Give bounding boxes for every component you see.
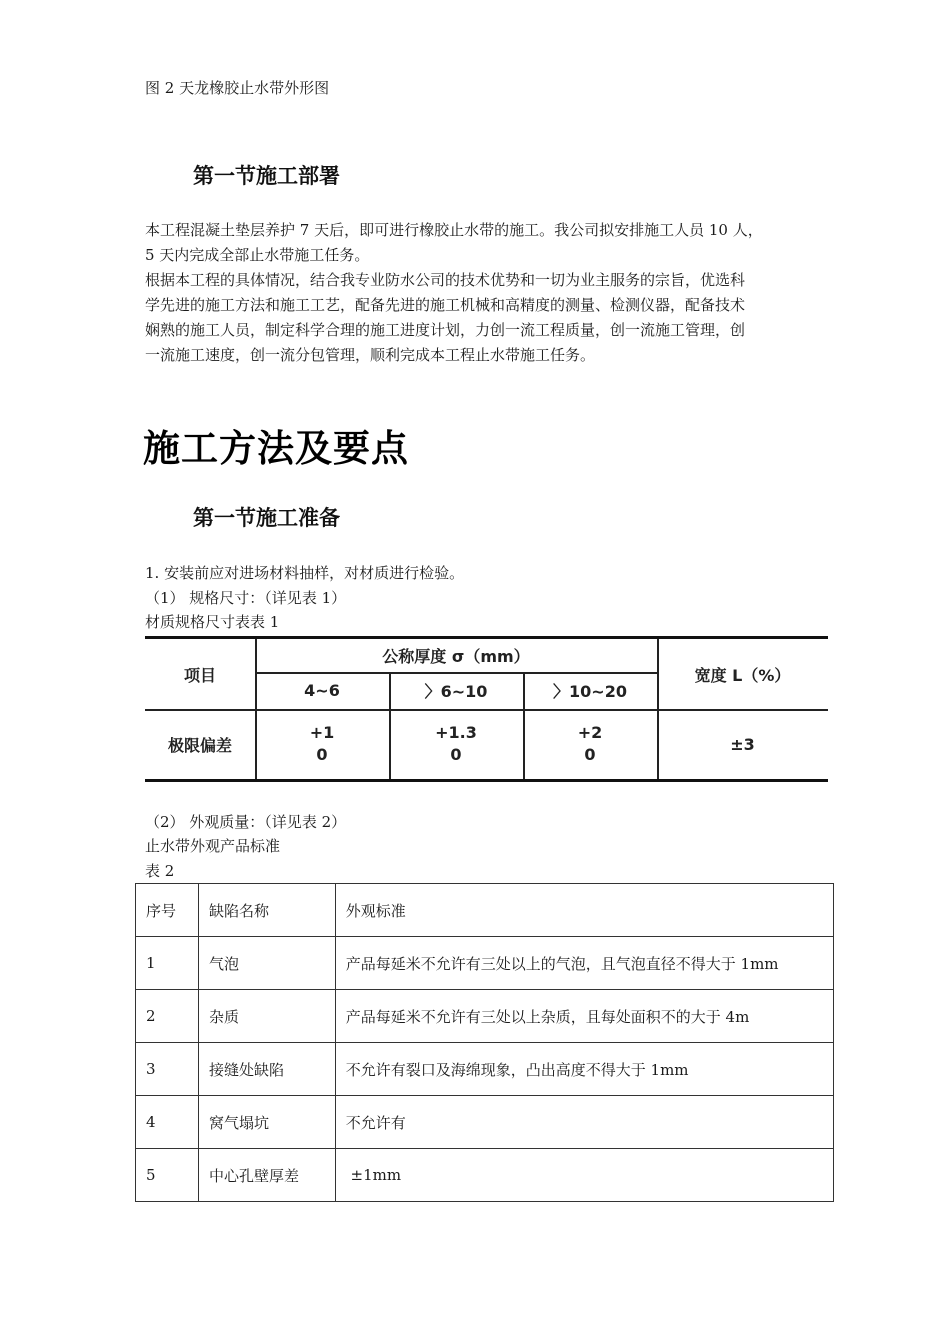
paragraph-line: 根据本工程的具体情况，结合我专业防水公司的技术优势和一切为业主服务的宗旨，优选科 — [145, 271, 746, 289]
table-header-row — [136, 884, 834, 937]
table-label: 表 2 — [145, 862, 175, 880]
row-label: 极限偏差 — [167, 735, 232, 755]
spec-table — [145, 636, 828, 782]
paragraph-line: 娴熟的施工人员，制定科学合理的施工进度计划，力创一流工程质量，创一流施工管理，创 — [145, 321, 746, 339]
table-cell: 4 — [136, 1096, 199, 1149]
paragraph-line: 一流施工速度，创一流分包管理，顺利完成本工程止水带施工任务。 — [145, 346, 596, 364]
paragraph-line: 5 天内完成全部止水带施工任务。 — [145, 246, 370, 264]
header-cell: 序号 — [136, 884, 199, 937]
table-cell: 2 — [136, 990, 199, 1043]
tolerance-lower: 0 — [450, 745, 462, 764]
table-cell: 中心孔壁厚差 — [198, 1149, 335, 1202]
table-cell: 接缝处缺陷 — [198, 1043, 335, 1096]
table-row — [136, 990, 834, 1043]
tolerance-lower: 0 — [316, 745, 328, 764]
paragraph-line: 学先进的施工方法和施工工艺，配备先进的施工机械和高精度的测量、检测仪器，配备技术 — [145, 296, 746, 314]
figure-caption: 图 2 天龙橡胶止水带外形图 — [145, 79, 330, 97]
table-cell: 3 — [136, 1043, 199, 1096]
tolerance-upper: +1 — [309, 723, 335, 742]
table-cell: 不允许有 — [335, 1096, 833, 1149]
table-caption: 材质规格尺寸表表 1 — [145, 613, 280, 631]
table-cell: 窝气塌坑 — [198, 1096, 335, 1149]
table-cell: 5 — [136, 1149, 199, 1202]
tolerance-upper: +1.3 — [435, 723, 477, 742]
paragraph-line: 本工程混凝土垫层养护 7 天后，即可进行橡胶止水带的施工。我公司拟安排施工人员 10 人， — [145, 221, 763, 239]
chapter-title: 施工方法及要点 — [143, 427, 409, 470]
table-cell: 杂质 — [198, 990, 335, 1043]
width-tolerance: ±3 — [730, 734, 755, 754]
tolerance-lower: 0 — [584, 745, 596, 764]
thickness-range: 〉10~20 — [553, 682, 627, 701]
list-subitem: （1） 规格尺寸：（详见表 1） — [145, 589, 347, 607]
table-row — [136, 1096, 834, 1149]
tolerance-cell — [255, 709, 389, 779]
list-subitem: （2） 外观质量：（详见表 2） — [145, 813, 347, 831]
header-cell: 缺陷名称 — [198, 884, 335, 937]
thickness-range: 〉6~10 — [424, 682, 488, 701]
tolerance-cell — [523, 709, 657, 779]
table-cell: ±1mm — [335, 1149, 833, 1202]
header-thickness: 公称厚度 σ（mm） — [382, 647, 530, 666]
list-item: 1. 安装前应对进场材料抽样，对材质进行检验。 — [145, 564, 465, 582]
section-heading-deployment: 第一节施工部署 — [193, 164, 340, 188]
table-cell: 产品每延米不允许有三处以上的气泡，且气泡直径不得大于 1mm — [335, 937, 833, 990]
thickness-range: 4~6 — [304, 681, 340, 700]
table-row — [136, 937, 834, 990]
table-cell: 1 — [136, 937, 199, 990]
header-item: 项目 — [183, 665, 216, 685]
tolerance-upper: +2 — [577, 723, 603, 742]
table-cell: 气泡 — [198, 937, 335, 990]
section-heading-preparation: 第一节施工准备 — [193, 506, 340, 530]
header-cell: 外观标准 — [335, 884, 833, 937]
table-row — [136, 1149, 834, 1202]
table-caption: 止水带外观产品标准 — [145, 837, 281, 855]
table-cell: 不允许有裂口及海绵现象，凸出高度不得大于 1mm — [335, 1043, 833, 1096]
table-row — [136, 1043, 834, 1096]
tolerance-cell — [389, 709, 523, 779]
table-cell: 产品每延米不允许有三处以上杂质，且每处面积不的大于 4m — [335, 990, 833, 1043]
header-width: 宽度 L（%） — [694, 665, 791, 685]
appearance-table — [135, 883, 834, 1202]
